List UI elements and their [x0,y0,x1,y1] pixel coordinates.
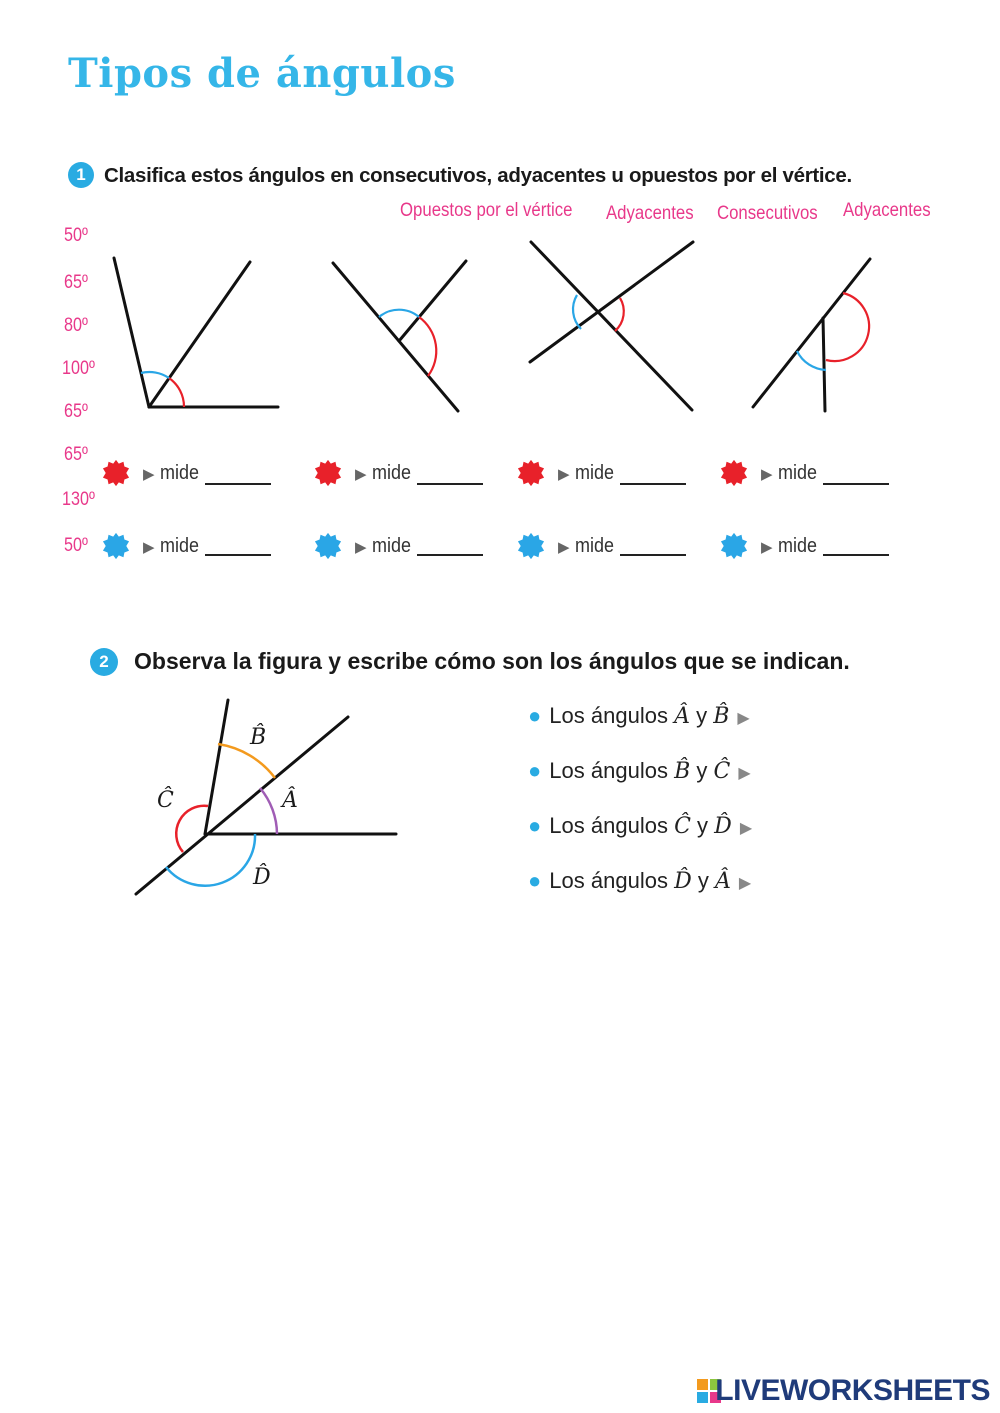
mide-row: ▶ mide [143,462,200,484]
figure-4-blue-arc [797,351,826,370]
angle-a-label: Â [282,788,298,813]
red-angle-marker-icon [517,459,545,487]
triangle-arrow-icon: ▶ [143,539,155,556]
red-angle-marker-icon [102,459,130,487]
liveworksheets-brand: LIVEWORKSHEETS [715,1374,990,1407]
answer-blank[interactable] [620,483,686,485]
exercise-2-number: 2 [90,648,118,676]
angle-c-arc [176,806,208,852]
answer-blank[interactable] [205,483,271,485]
blue-angle-marker-icon [517,532,545,560]
answer-3[interactable]: Consecutivos [717,202,818,224]
list-item: ● Los ángulos B̂ y Ĉ ▶ [528,758,751,784]
red-angle-marker-icon [720,459,748,487]
red-angle-marker-icon [314,459,342,487]
option-item[interactable]: 100º [62,358,95,379]
triangle-arrow-icon: ▶ [738,875,752,892]
option-item[interactable]: 65º [64,444,88,465]
bullet-icon: ● [528,868,542,893]
answer-blank[interactable] [823,483,889,485]
angle-c-label: Ĉ [157,788,174,813]
triangle-arrow-icon: ▶ [739,820,753,837]
answer-blank[interactable] [205,554,271,556]
figure-ray [205,700,228,834]
mide-row: ▶ mide [761,535,818,557]
figure-2-line [333,263,458,411]
option-item[interactable]: 65º [64,272,88,293]
list-item: ● Los ángulos D̂ y Â ▶ [528,868,752,894]
figure-4-ray [823,318,825,411]
figure-1-red-arc [169,378,184,407]
mide-row: ▶ mide [143,535,200,557]
figure-4-line [753,259,870,407]
option-item[interactable]: 50º [64,535,88,556]
triangle-arrow-icon: ▶ [355,466,367,483]
option-item[interactable]: 80º [64,315,88,336]
triangle-arrow-icon: ▶ [761,539,773,556]
option-item[interactable]: 50º [64,225,88,246]
answer-2[interactable]: Adyacentes [606,202,694,224]
bullet-icon: ● [528,813,542,838]
figure-1-ray [114,258,149,407]
blue-angle-marker-icon [314,532,342,560]
answer-1[interactable]: Opuestos por el vértice [400,199,573,221]
figure-3-line [531,242,692,410]
triangle-arrow-icon: ▶ [738,765,751,782]
mide-row: ▶ mide [761,462,818,484]
option-item[interactable]: 65º [64,401,88,422]
figure-1-ray [149,262,250,407]
figure-3-line [530,242,693,362]
answer-blank[interactable] [620,554,686,556]
list-item: ● Los ángulos Â y B̂ ▶ [528,703,750,729]
answer-4[interactable]: Adyacentes [843,199,931,221]
triangle-arrow-icon: ▶ [143,466,155,483]
triangle-arrow-icon: ▶ [558,466,570,483]
exercise-2-instruction: Observa la figura y escribe cómo son los ángulos que se indican. [134,648,850,674]
mide-row: ▶ mide [558,462,615,484]
page-title: Tipos de ángulos [68,50,456,97]
blue-angle-marker-icon [102,532,130,560]
answer-blank[interactable] [823,554,889,556]
bullet-icon: ● [528,758,542,783]
figure-2-ray [399,261,466,341]
exercise-1-figures [0,0,1000,600]
answer-blank[interactable] [417,483,483,485]
bullet-icon: ● [528,703,542,728]
blue-angle-marker-icon [720,532,748,560]
mide-row: ▶ mide [558,535,615,557]
triangle-arrow-icon: ▶ [761,466,773,483]
triangle-arrow-icon: ▶ [737,710,750,727]
triangle-arrow-icon: ▶ [355,539,367,556]
answer-blank[interactable] [417,554,483,556]
mide-row: ▶ mide [355,462,412,484]
mide-row: ▶ mide [355,535,412,557]
list-item: ● Los ángulos Ĉ y D̂ ▶ [528,813,753,839]
angle-b-label: B̂ [250,725,267,750]
angle-b-arc [218,744,275,778]
angle-d-label: D̂ [253,865,271,890]
triangle-arrow-icon: ▶ [558,539,570,556]
option-item[interactable]: 130º [62,489,95,510]
figure-4-red-arc [826,293,869,361]
angle-a-arc [260,788,277,834]
figure-3-red-arc [615,298,624,331]
angle-d-arc [166,834,255,886]
figure-1-blue-arc [141,372,169,378]
exercise-1-number: 1 [68,162,94,188]
figure-2-blue-arc [379,310,419,317]
exercise-1-instruction: Clasifica estos ángulos en consecutivos, adyacentes u opuestos por el vértice. [104,164,852,187]
